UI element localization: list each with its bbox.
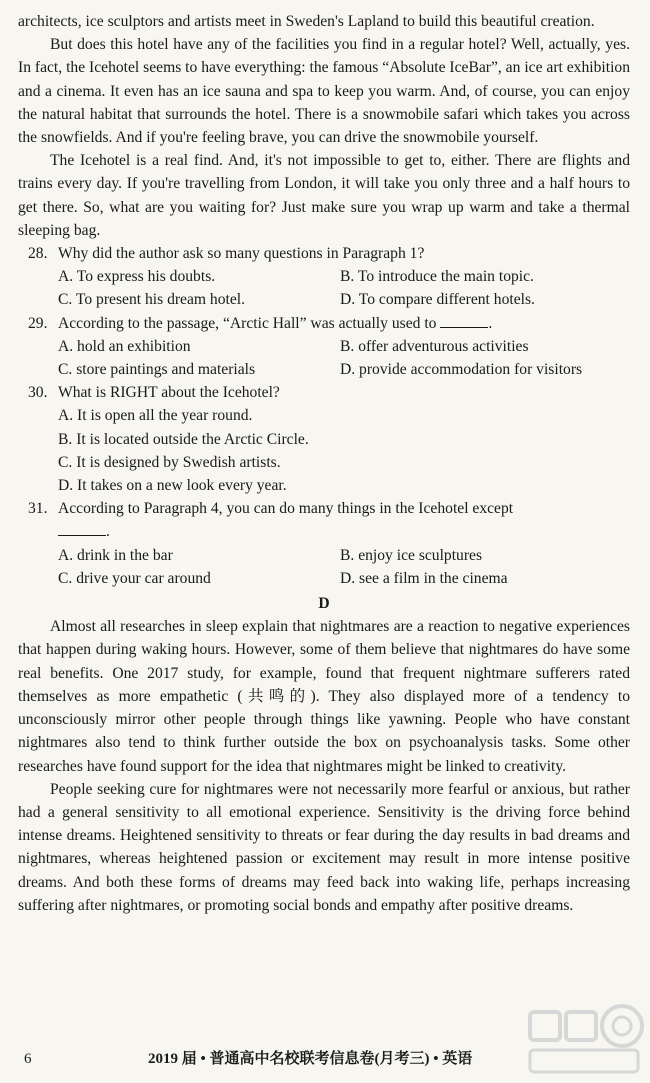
option-b: B. offer adventurous activities <box>340 337 529 355</box>
answer-circle-logo-icon <box>524 1000 644 1078</box>
option-d: D. provide accommodation for visitors <box>340 361 583 379</box>
question-stem: According to Paragraph 4, you can do many things in the Icehotel except <box>58 500 514 518</box>
question-blank-line <box>58 520 630 543</box>
question-stem-wrap <box>58 312 630 335</box>
options <box>58 265 630 311</box>
passage-d-paragraph-1: Almost all researches in sleep explain that nightmares are a reaction to negative experiences that happen during waking hours. However, some of them believe that nightmares do have some real benefits. One 2017 study, for example, found that frequent nightmare sufferers rated themselves as more empathetic (共鸣的). They also displayed more of a tendency to unconsciously mirror other people through things like yawning. People who have constant nightmares also tend to think further outside the box on psychoanalysis tasks. Some other researches have found support for the idea that nightmares might be linked to creativity. <box>18 618 630 775</box>
question-30 <box>18 381 630 497</box>
option-c: C. It is designed by Swedish artists. <box>58 453 281 471</box>
option-d: D. It takes on a new look every year. <box>58 477 287 495</box>
question-stem: What is RIGHT about the Icehotel? <box>58 384 280 402</box>
option-d: D. To compare different hotels. <box>340 291 535 309</box>
option-c: C. store paintings and materials <box>58 361 256 379</box>
section-title-d: D <box>318 595 330 613</box>
option-c: C. drive your car around <box>58 569 211 587</box>
option-a: A. hold an exhibition <box>58 337 191 355</box>
passage-c-paragraph-continued: architects, ice sculptors and artists meet in Sweden's Lapland to build this beautiful creation. <box>18 13 595 30</box>
question-number: 31. <box>28 500 48 518</box>
question-stem-end: . <box>488 314 493 332</box>
question-28 <box>18 242 630 312</box>
option-b: B. It is located outside the Arctic Circle. <box>58 430 309 448</box>
page-content <box>18 10 630 917</box>
option-c: C. To present his dream hotel. <box>58 291 246 309</box>
option-a: A. drink in the bar <box>58 546 173 564</box>
passage-c-paragraph-3: But does this hotel have any of the facilities you find in a regular hotel? Well, actually, yes. In fact, the Icehotel seems to have everything: the famous “Absolute IceBar”, an ice art exhibition and a cinema. It even has an ice sauna and spa to keep you warm. And, of course, you can enjoy the natural habitat that surrounds the hotel. There is a snowmobile safari which takes you across the snowfields. And if you're feeling brave, you can drive the snowmobile yourself. <box>18 36 630 147</box>
options <box>58 544 630 590</box>
options <box>58 404 630 497</box>
question-stem: Why did the author ask so many questions in Paragraph 1? <box>58 245 425 263</box>
question-number: 28. <box>28 245 48 263</box>
question-31 <box>18 497 630 590</box>
question-stem: According to the passage, “Arctic Hall” was actually used to <box>58 314 437 332</box>
passage-d-paragraph-2: People seeking cure for nightmares were not necessarily more fearful or anxious, but rather had a general sensitivity to all emotional experience. Sensitivity is the driving force behind intense dreams. Heightened sensitivity to threats or fear during the day results in bad dreams and nightmares, whereas heightened passion or excitement may result in more intense positive dreams. And both these forms of dreams may feed back into waking life, perhaps increasing suffering after nightmares, or promoting social bonds and empathy after positive dreams. <box>18 780 630 914</box>
question-number: 30. <box>28 384 48 402</box>
option-a: A. To express his doubts. <box>58 268 216 286</box>
option-b: B. enjoy ice sculptures <box>340 546 483 564</box>
option-b: B. To introduce the main topic. <box>340 268 534 286</box>
question-number: 29. <box>28 314 48 332</box>
question-29 <box>18 312 630 382</box>
footer-title: 2019 届 • 普通高中名校联考信息卷(月考三) • 英语 <box>148 1051 473 1067</box>
question-stem-end: . <box>106 523 110 541</box>
answer-blank <box>58 521 106 536</box>
option-d: D. see a film in the cinema <box>340 569 508 587</box>
answer-blank <box>440 313 488 328</box>
passage-c-paragraph-4: The Icehotel is a real find. And, it's not impossible to get to, either. There are flights and trains every day. If you're travelling from London, it will take you only three and a half hours to get there. So, what are you waiting for? Just make sure you wrap up warm and take a thermal sleeping bag. <box>18 152 630 239</box>
page-number: 6 <box>24 1051 32 1067</box>
option-a: A. It is open all the year round. <box>58 407 253 425</box>
options <box>58 335 630 381</box>
